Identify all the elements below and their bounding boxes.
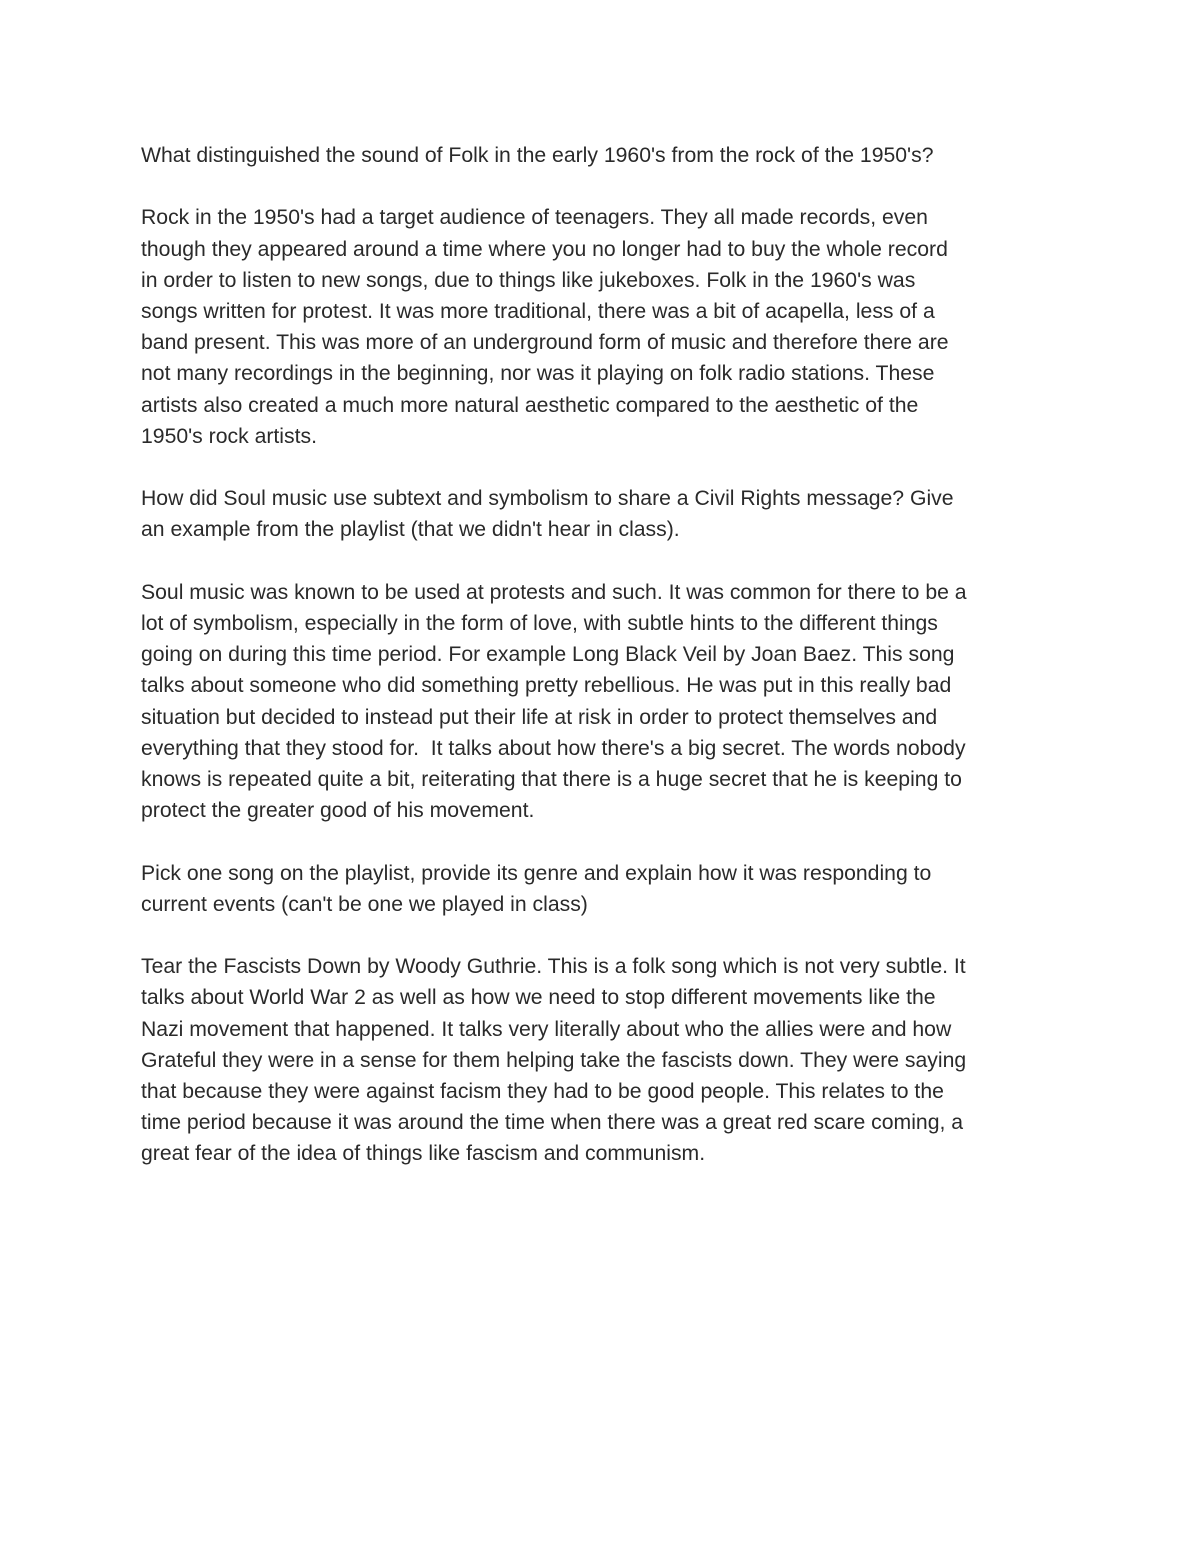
text-line: Soul music was known to be used at protests and such. It was common for there to be a: [141, 580, 967, 604]
text-line: great fear of the idea of things like fascism and communism.: [141, 1142, 706, 1166]
text-line: everything that they stood for. It talks about how there's a big secret. The words nobody: [141, 736, 966, 760]
answer-2: [141, 577, 1071, 827]
text-line: How did Soul music use subtext and symbolism to share a Civil Rights message? Give: [141, 487, 954, 511]
text-line: time period because it was around the time when there was a great red scare coming, a: [141, 1111, 964, 1135]
text-line: Grateful they were in a sense for them helping take the fascists down. They were saying: [141, 1048, 967, 1072]
text-line: in order to listen to new songs, due to things like jukeboxes. Folk in the 1960's was: [141, 268, 916, 292]
text-line: current events (can't be one we played in class): [141, 892, 588, 916]
text-line: though they appeared around a time where you no longer had to buy the whole record: [141, 237, 948, 261]
text-line: Rock in the 1950's had a target audience of teenagers. They all made records, even: [141, 206, 928, 230]
text-line: 1950's rock artists.: [141, 424, 317, 448]
text-line: lot of symbolism, especially in the form of love, with subtle hints to the different things: [141, 612, 938, 635]
text-line: knows is repeated quite a bit, reiterating that there is a huge secret that he is keeping to: [141, 768, 962, 792]
text-line: Pick one song on the playlist, provide its genre and explain how it was responding to: [141, 861, 932, 885]
text-line: situation but decided to instead put their life at risk in order to protect themselves and: [141, 705, 938, 729]
text-line: going on during this time period. For example Long Black Veil by Joan Baez. This song: [141, 643, 955, 667]
answer-1: [141, 202, 1071, 452]
question-3: [141, 858, 1071, 920]
text-line: that because they were against facism they had to be good people. This relates to the: [141, 1080, 944, 1104]
text-line: songs written for protest. It was more traditional, there was a bit of acapella, less of a: [141, 300, 935, 323]
text-line: artists also created a much more natural aesthetic compared to the aesthetic of the: [141, 393, 919, 417]
text-line: talks about World War 2 as well as how we need to stop different movements like the: [141, 986, 936, 1010]
text-line: What distinguished the sound of Folk in the early 1960's from the rock of the 1950's?: [141, 144, 934, 167]
text-line: an example from the playlist (that we didn't hear in class).: [141, 518, 680, 542]
text-line: talks about someone who did something pretty rebellious. He was put in this really bad: [141, 674, 952, 698]
text-line: Nazi movement that happened. It talks very literally about who the allies were and how: [141, 1017, 952, 1041]
question-2: [141, 483, 1071, 545]
document-body: [141, 140, 1071, 1201]
text-line: protect the greater good of his movement.: [141, 799, 535, 823]
text-line: not many recordings in the beginning, nor was it playing on folk radio stations. These: [141, 362, 935, 386]
text-line: band present. This was more of an underground form of music and therefore there are: [141, 331, 949, 355]
text-line: Tear the Fascists Down by Woody Guthrie. This is a folk song which is not very subtle. It: [141, 955, 966, 979]
answer-3: [141, 951, 1071, 1169]
question-1: [141, 140, 1071, 171]
